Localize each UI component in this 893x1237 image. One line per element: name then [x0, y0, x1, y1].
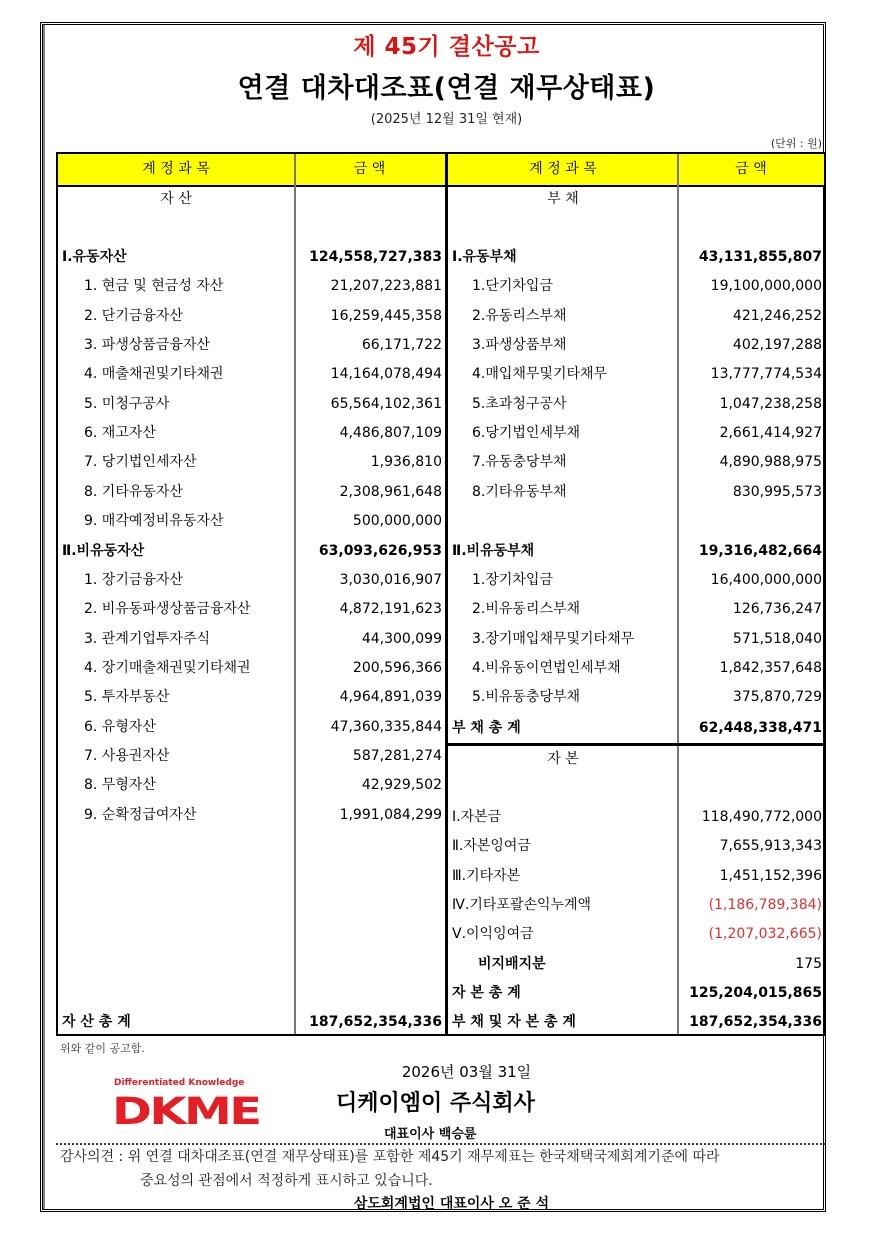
liability-amount: 4,890,988,975: [719, 454, 822, 471]
asset-label: Ⅰ.유동자산: [62, 249, 127, 265]
asset-label: 1. 장기금융자산: [84, 571, 183, 588]
asset-label: 3. 파생상품금융자산: [84, 337, 210, 354]
asset-label: 6. 유형자산: [84, 718, 156, 735]
asset-label: 9. 매각예정비유동자산: [84, 513, 224, 530]
liability-amount: 2,661,414,927: [719, 425, 822, 442]
asset-label: 4. 장기매출채권및기타채권: [84, 659, 251, 676]
liability-label: 1.장기차입금: [472, 571, 553, 588]
asset-amount: 42,929,502: [361, 777, 442, 794]
asset-amount: 200,596,366: [352, 659, 442, 676]
liability-amount: 421,246,252: [732, 307, 822, 324]
center-divider: [445, 154, 448, 1034]
liability-label: 8.기타유동부채: [472, 483, 567, 500]
equity-amount: 1,451,152,396: [719, 867, 822, 884]
asset-label: 2. 비유동파생상품금융자산: [84, 601, 251, 618]
liability-label: 3.파생상품부채: [472, 337, 567, 354]
liability-amount: 43,131,855,807: [698, 249, 822, 265]
asset-label: Ⅱ.비유동자산: [62, 542, 145, 559]
liability-label: 5.비유동충당부채: [472, 689, 581, 706]
equity-label: Ⅲ.기타자본: [452, 867, 521, 884]
asset-label: 5. 미청구공사: [84, 395, 170, 412]
liability-label: 4.매입채무및기타채무: [472, 366, 608, 383]
liability-label: 2.유동리스부채: [472, 307, 567, 324]
asset-amount: 44,300,099: [361, 630, 442, 647]
asset-amount: 3,030,016,907: [339, 571, 442, 588]
equity-amount: 175: [795, 955, 822, 972]
asset-amount: 587,281,274: [352, 747, 442, 764]
asset-amount: 16,259,445,358: [330, 307, 442, 324]
liability-label: 4.비유동이연법인세부채: [472, 659, 621, 676]
table-header: [58, 154, 824, 187]
asset-label: 4. 매출채권및기타채권: [84, 366, 224, 383]
asset-amount: 63,093,626,953: [318, 542, 442, 559]
asset-amount: 47,360,335,844: [330, 718, 442, 735]
asset-amount: 4,872,191,623: [339, 601, 442, 618]
header-account-right: 계 정 과 목: [529, 161, 597, 177]
unit-label: (단위 : 원): [770, 137, 822, 150]
liability-amount: 402,197,288: [732, 337, 822, 354]
liability-label: 7.유동충당부채: [472, 454, 567, 471]
asset-label: 9. 순확정급여자산: [84, 806, 197, 823]
assets-section-heading: 자 산: [160, 191, 192, 207]
liability-label: 5.초과청구공사: [472, 395, 567, 412]
liability-label: Ⅰ.유동부채: [452, 249, 517, 265]
equity-total-amount: 125,204,015,865: [689, 985, 822, 1001]
liability-amount: 571,518,040: [732, 630, 822, 647]
equity-label: Ⅱ.자본잉여금: [452, 838, 531, 855]
asset-label: 5. 투자부동산: [84, 689, 170, 706]
liability-label: 3.장기매입채무및기타채무: [472, 630, 635, 647]
asset-label: 3. 관계기업투자주식: [84, 630, 210, 647]
equity-label: Ⅴ.이익잉여금: [452, 926, 534, 943]
statement-title: 연결 대차대조표(연결 재무상태표): [237, 73, 656, 104]
liability-amount: 830,995,573: [732, 483, 822, 500]
company-name: 디케이엠이 주식회사: [336, 1091, 535, 1116]
as-of-date: (2025년 12월 31일 현재): [370, 112, 523, 127]
liab-equity-total-label: 부 채 및 자 본 총 계: [452, 1014, 576, 1030]
asset-label: 1. 현금 및 현금성 자산: [84, 278, 224, 295]
liability-amount: 1,842,357,648: [719, 659, 822, 676]
liab-equity-total-amount: 187,652,354,336: [689, 1014, 822, 1030]
asset-label: 6. 재고자산: [84, 425, 156, 442]
header-account-left: 계 정 과 목: [142, 161, 210, 177]
liability-amount: [678, 510, 822, 532]
liability-amount: 375,870,729: [732, 689, 822, 706]
header-amount-left: 금 액: [353, 161, 386, 177]
balance-sheet-table: [56, 152, 826, 1036]
notice-text: 위와 같이 공고함.: [60, 1042, 145, 1055]
assets-total-label: 자 산 총 계: [62, 1014, 131, 1030]
ceo-name: 대표이사 백승륜: [384, 1127, 477, 1142]
asset-amount: 65,564,102,361: [330, 395, 442, 412]
equity-amount: (1,207,032,665): [708, 926, 822, 943]
asset-amount: 1,936,810: [370, 454, 442, 471]
asset-amount: 500,000,000: [352, 513, 442, 530]
equity-amount: 7,655,913,343: [719, 838, 822, 855]
liability-amount: 16,400,000,000: [710, 571, 822, 588]
asset-amount: 1,991,084,299: [339, 806, 442, 823]
dotted-divider: [56, 1143, 826, 1145]
liability-amount: 1,047,238,258: [719, 395, 822, 412]
asset-label: 2. 단기금융자산: [84, 307, 183, 324]
liability-label: 6.당기법인세부채: [472, 425, 581, 442]
asset-amount: 124,558,727,383: [309, 249, 442, 265]
liability-label: Ⅱ.비유동부채: [452, 542, 535, 559]
liability-amount: 13,777,774,534: [710, 366, 822, 383]
audit-opinion-line2: 중요성의 관점에서 적정하게 표시하고 있습니다.: [140, 1173, 433, 1189]
asset-label: 8. 기타유동자산: [84, 483, 183, 500]
liabilities-total-label: 부 채 총 계: [452, 720, 521, 736]
equity-section-heading: 자 본: [547, 751, 579, 767]
asset-amount: 4,486,807,109: [339, 425, 442, 442]
equity-label: Ⅰ.자본금: [452, 809, 502, 825]
asset-label: 7. 사용권자산: [84, 747, 170, 764]
equity-total-label: 자 본 총 계: [452, 985, 521, 1001]
asset-amount: 66,171,722: [361, 337, 442, 354]
assets-total-amount: 187,652,354,336: [309, 1014, 442, 1030]
liability-label: 1.단기차입금: [472, 278, 553, 295]
asset-amount: 21,207,223,881: [330, 278, 442, 295]
publish-date: 2026년 03월 31일: [401, 1063, 532, 1081]
liabilities-equity-divider: [448, 743, 824, 746]
asset-label: 8. 무형자산: [84, 777, 156, 794]
logo-tagline: Differentiated Knowledge: [114, 1078, 245, 1088]
liability-amount: 19,316,482,664: [698, 542, 822, 559]
asset-amount: 4,964,891,039: [339, 689, 442, 706]
liability-label: 2.비유동리스부채: [472, 601, 581, 618]
asset-amount: 14,164,078,494: [330, 366, 442, 383]
asset-label: 7. 당기법인세자산: [84, 454, 197, 471]
audit-opinion-line1: 감사의견 : 위 연결 대차대조표(연결 재무상태표)를 포함한 제45기 재무제표는 한국채택국제회계기준에 따라: [60, 1149, 720, 1165]
equity-amount: 118,490,772,000: [701, 809, 822, 825]
company-logo: DKME: [112, 1090, 260, 1133]
liabilities-section-heading: 부 채: [547, 191, 579, 207]
liability-amount: 19,100,000,000: [710, 278, 822, 295]
asset-amount: 2,308,961,648: [339, 483, 442, 500]
equity-label: 비지배지분: [478, 955, 546, 972]
period-title: 제 45기 결산공고: [353, 34, 540, 60]
header-amount-right: 금 액: [735, 161, 767, 177]
frame-shadow: [43, 25, 45, 1209]
equity-label: Ⅳ.기타포괄손익누계액: [452, 897, 592, 914]
equity-amount: (1,186,789,384): [708, 897, 822, 914]
liability-amount: 126,736,247: [732, 601, 822, 618]
liabilities-total-amount: 62,448,338,471: [698, 720, 822, 736]
auditor-signature: 삼도회계법인 대표이사 오 준 석: [353, 1196, 550, 1212]
